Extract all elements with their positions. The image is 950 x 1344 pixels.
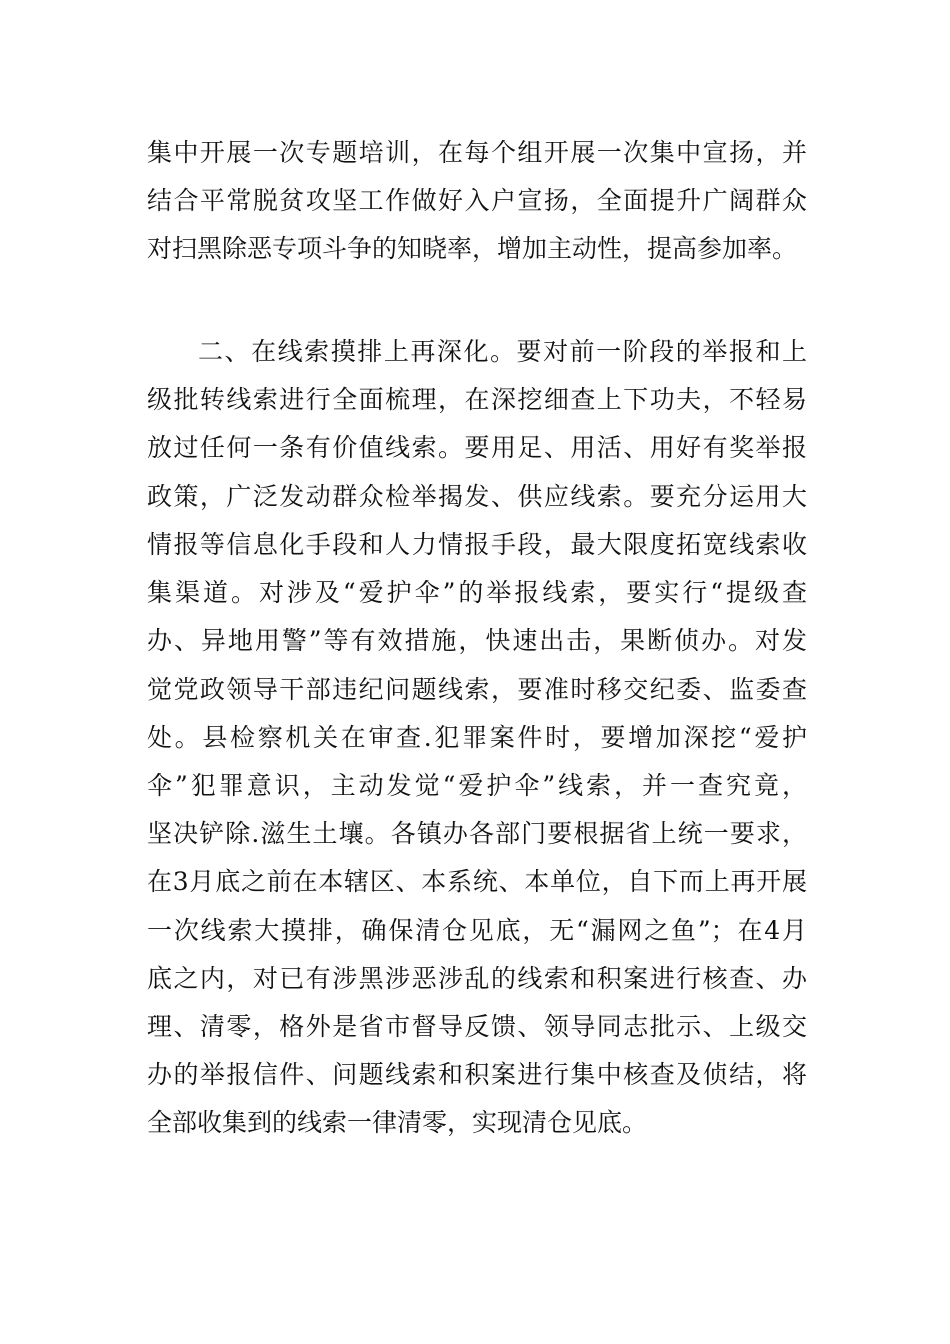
text-line: 放过任何一条有价值线索。要用足、用活、用好有奖举报 [147,433,807,462]
text-line: 级批转线索进行全面梳理，在深挖细查上下功夫，不轻易 [147,385,807,414]
text-line: 处。县检察机关在审查.犯罪案件时，要增加深挖“爱护 [147,723,807,752]
paragraph-heading-line: 二、在线索摸排上再深化。要对前一阶段的举报和上 [198,337,807,366]
text-line: 一次线索大摸排，确保清仓见底，无“漏网之鱼”；在4月 [147,916,807,945]
text-line: 底之内，对已有涉黑涉恶涉乱的线索和积案进行核查、办 [147,964,807,993]
text-line: 集中开展一次专题培训，在每个组开展一次集中宣扬，并 [147,138,807,167]
text-line: 结合平常脱贫攻坚工作做好入户宣扬，全面提升广阔群众 [147,186,807,215]
text-line: 集渠道。对涉及“爱护伞”的举报线索，要实行“提级查 [147,578,807,607]
text-line: 办的举报信件、问题线索和积案进行集中核查及侦结，将 [147,1060,807,1089]
text-line: 政策，广泛发动群众检举揭发、供应线索。要充分运用大 [147,482,807,511]
text-line: 办、异地用警”等有效措施，快速出击，果断侦办。对发 [147,626,807,655]
text-line: 坚决铲除.滋生土壤。各镇办各部门要根据省上统一要求， [147,819,807,848]
text-line: 伞”犯罪意识，主动发觉“爱护伞”线索，并一查究竟， [147,771,807,800]
text-line: 全部收集到的线索一律清零，实现清仓见底。 [147,1108,648,1137]
text-line: 觉党政领导干部违纪问题线索，要准时移交纪委、监委查 [147,675,807,704]
text-line: 对扫黑除恶专项斗争的知晓率，增加主动性，提高参加率。 [147,234,798,263]
text-line: 情报等信息化手段和人力情报手段，最大限度拓宽线索收 [147,530,807,559]
text-line: 在3月底之前在本辖区、本系统、本单位，自下而上再开展 [147,867,807,896]
text-line: 理、清零，格外是省市督导反馈、领导同志批示、上级交 [147,1012,807,1041]
